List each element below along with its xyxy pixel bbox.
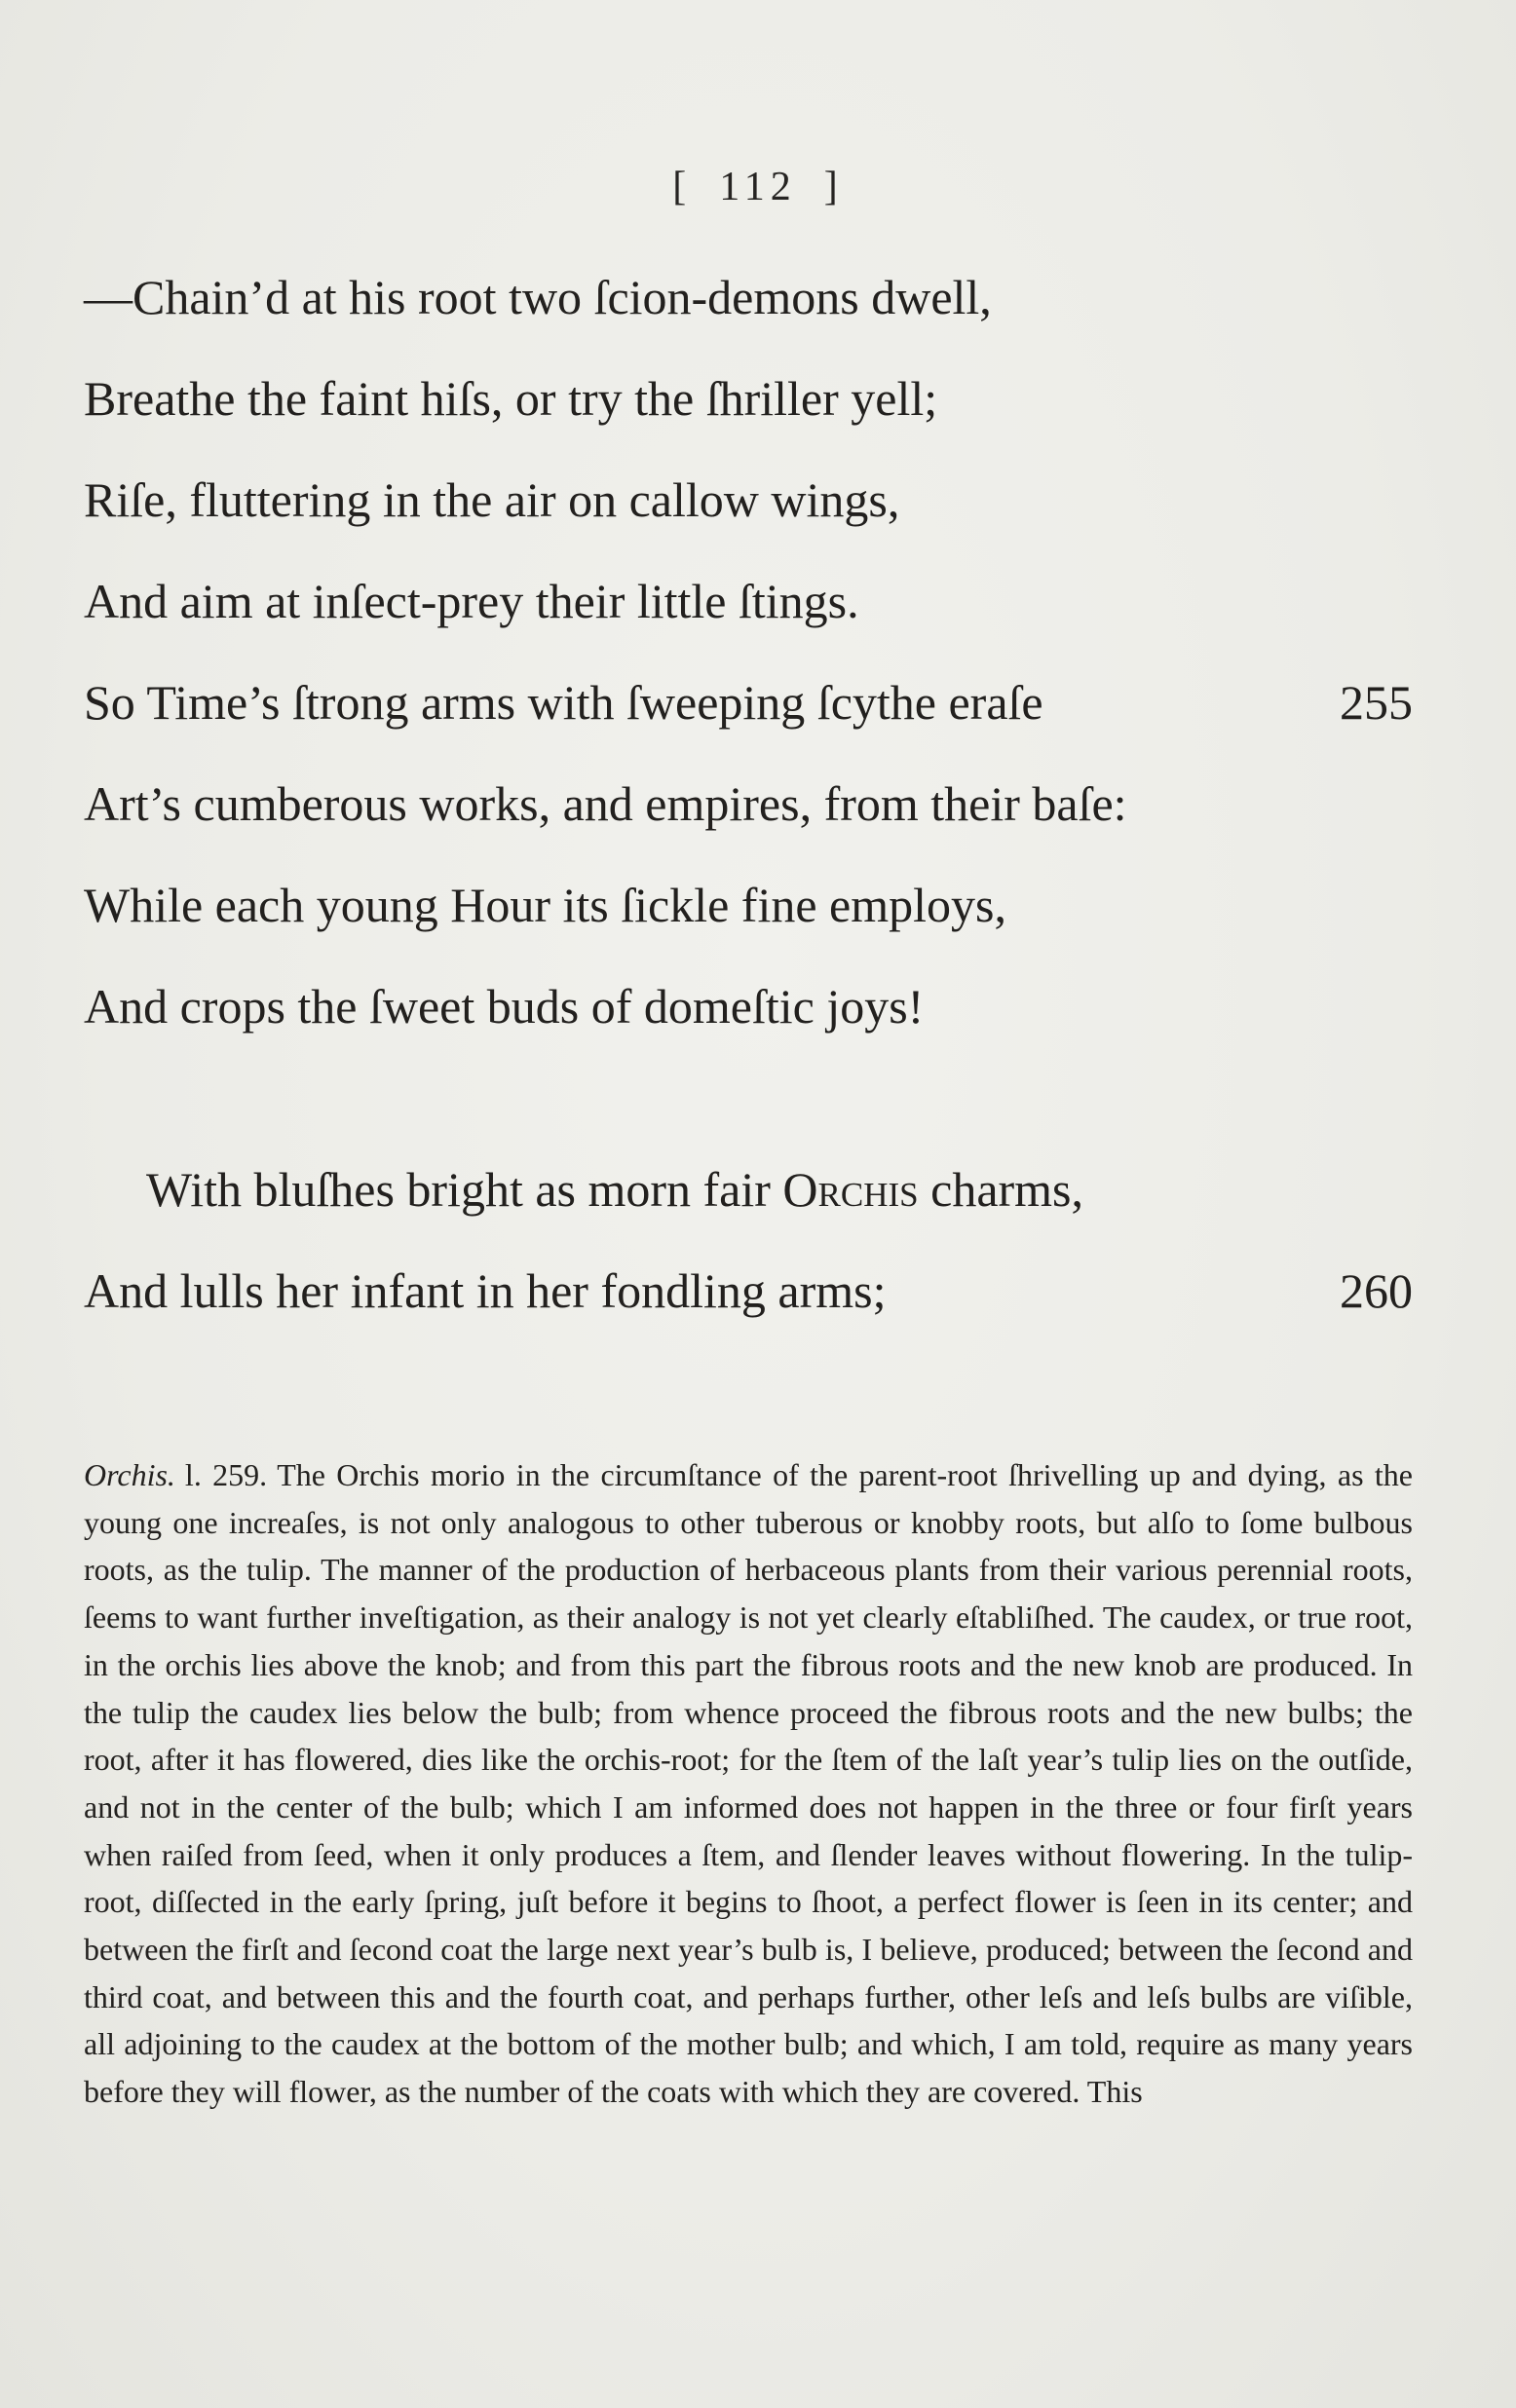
verse-text <box>84 1162 1084 1217</box>
verse-line <box>84 472 1413 527</box>
verse-text: And crops the ſweet buds of domeſtic joys! <box>84 979 925 1034</box>
verse-line <box>84 574 1413 628</box>
verse-line <box>84 979 1413 1034</box>
verse-text-after: charms, <box>918 1162 1084 1217</box>
verse-text: Riſe, fluttering in the air on callow wings, <box>84 472 900 527</box>
verse-line <box>84 1162 1413 1217</box>
page-number: 112 <box>719 165 797 209</box>
verse-text: So Time’s ſtrong arms with ſweeping ſcythe eraſe <box>84 675 1043 730</box>
verse-line <box>84 878 1413 932</box>
verse-text: While each young Hour its ſickle fine employs, <box>84 878 1006 932</box>
line-number: 260 <box>1340 1263 1413 1318</box>
footnote-paragraph <box>84 1451 1413 2116</box>
verse-text: And aim at inſect-prey their little ſtings. <box>84 574 859 628</box>
verse-line <box>84 776 1413 831</box>
footnote-reference-word: Orchis. <box>84 1457 175 1492</box>
footnote-body: The Orchis morio in the circumſtance of the parent-root ſhrivelling up and dying, as the young one increaſes, is not only analogous to other tuberous or knobby roots, but alſo to ſome bulbous roots, as the tulip. The manner of the production of herbaceous plants from their various perennial roots, ſeems to want further inveſtigation, as their analogy is not yet clearly eſtabliſhed. The caudex, or true root, in the orchis lies above the knob; and from this part the fibrous roots and the new knob are produced. In the tulip the caudex lies below the bulb; from whence proceed the fibrous roots and the new bulbs; the root, after it has flowered, dies like the orchis-root; for the ſtem of the laſt year’s tulip lies on the outſide, and not in the center of the bulb; which I am informed does not happen in the three or four firſt years when raiſed from ſeed, when it only produces a ſtem, and ſlender leaves without flowering. In the tulip-root, diſſected in the early ſpring, juſt before it begins to ſhoot, a perfect flower is ſeen in its center; and between the firſt and ſecond coat the large next year’s bulb is, I believe, produced; between the ſecond and third coat, and between this and the fourth coat, and perhaps further, other leſs and leſs bulbs are viſible, all adjoining to the caudex at the bottom of the mother bulb; and which, I am told, require as many years before they will flower, as the number of the coats with which they are covered. This <box>84 1457 1414 2110</box>
verse-line <box>84 1263 1413 1318</box>
left-bracket: [ <box>672 165 693 209</box>
footnote <box>84 1451 1413 2116</box>
footnote-reference-line: l. 259. <box>184 1457 268 1492</box>
verse-line <box>84 371 1413 426</box>
verse-line <box>84 270 1413 324</box>
verse-text: And lulls her infant in her fondling arms; <box>84 1263 887 1318</box>
orchis-small-caps: Orchis <box>782 1162 919 1217</box>
verse-text: —Chain’d at his root two ſcion-demons dwell, <box>84 270 992 324</box>
verse-text: Art’s cumberous works, and empires, from their baſe: <box>84 776 1127 831</box>
verse-text: Breathe the faint hiſs, or try the ſhriller yell; <box>84 371 938 426</box>
right-bracket: ] <box>823 165 844 209</box>
verse-text-before: With bluſhes bright as morn fair <box>146 1162 783 1217</box>
verse-line <box>84 675 1413 730</box>
line-number: 255 <box>1340 675 1413 730</box>
page-number-header <box>0 164 1516 210</box>
